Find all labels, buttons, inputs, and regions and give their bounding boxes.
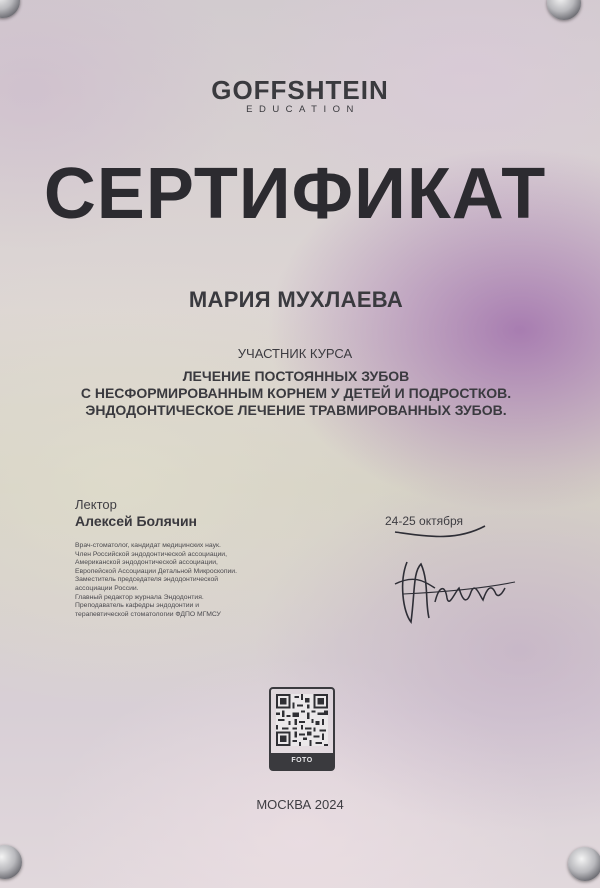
qr-code-block[interactable] xyxy=(269,687,335,771)
course-title xyxy=(0,368,592,419)
qr-label: FOTO xyxy=(271,753,333,769)
logo-main-text: GOFFSHTEIN xyxy=(211,75,389,105)
bio-line: терапевтической стоматологии ФДПО МГМСУ xyxy=(75,610,221,618)
lector-bio xyxy=(75,542,285,619)
bio-line: Заместитель председателя эндодонтической xyxy=(75,576,219,584)
bio-line: Член Российской эндодонтической ассоциации, xyxy=(75,550,227,558)
mount-screw-bottom-left xyxy=(0,845,22,879)
lector-signature xyxy=(385,522,525,632)
course-line: ЛЕЧЕНИЕ ПОСТОЯННЫХ ЗУБОВ xyxy=(182,368,410,384)
logo-sub-text: EDUCATION xyxy=(246,104,360,115)
bio-line: Европейской Ассоциации Детальной Микроскопии. xyxy=(75,567,237,575)
course-date: 24-25 октября xyxy=(385,514,463,528)
lector-label: Лектор xyxy=(75,497,117,512)
certificate-title: СЕРТИФИКАТ xyxy=(43,154,547,234)
course-line: С НЕСФОРМИРОВАННЫМ КОРНЕМ У ДЕТЕЙ И ПОДРОСТКОВ. xyxy=(80,385,512,401)
course-line: ЭНДОДОНТИЧЕСКОЕ ЛЕЧЕНИЕ ТРАВМИРОВАННЫХ ЗУБОВ. xyxy=(85,402,507,418)
city-year: МОСКВА 2024 xyxy=(256,797,344,812)
bio-line: Врач-стоматолог, кандидат медицинских наук. xyxy=(75,542,221,549)
mount-screw-top-right xyxy=(547,0,581,20)
lector-name: Алексей Болячин xyxy=(75,513,198,529)
participant-label: УЧАСТНИК КУРСА xyxy=(237,346,353,361)
bio-line: Главный редактор журнала Эндодонтия. xyxy=(75,593,204,601)
bio-line: Американской эндодонтической ассоциации, xyxy=(75,559,218,567)
qr-code[interactable] xyxy=(276,694,328,746)
goffshtein-logo xyxy=(0,76,600,115)
bio-line: Преподаватель кафедры эндодонтии и xyxy=(75,602,200,610)
bio-line: ассоциации России. xyxy=(75,584,139,592)
mount-screw-top-left xyxy=(0,0,20,18)
recipient-name: МАРИЯ МУХЛАЕВА xyxy=(188,287,404,312)
mount-screw-bottom-right xyxy=(568,847,600,881)
